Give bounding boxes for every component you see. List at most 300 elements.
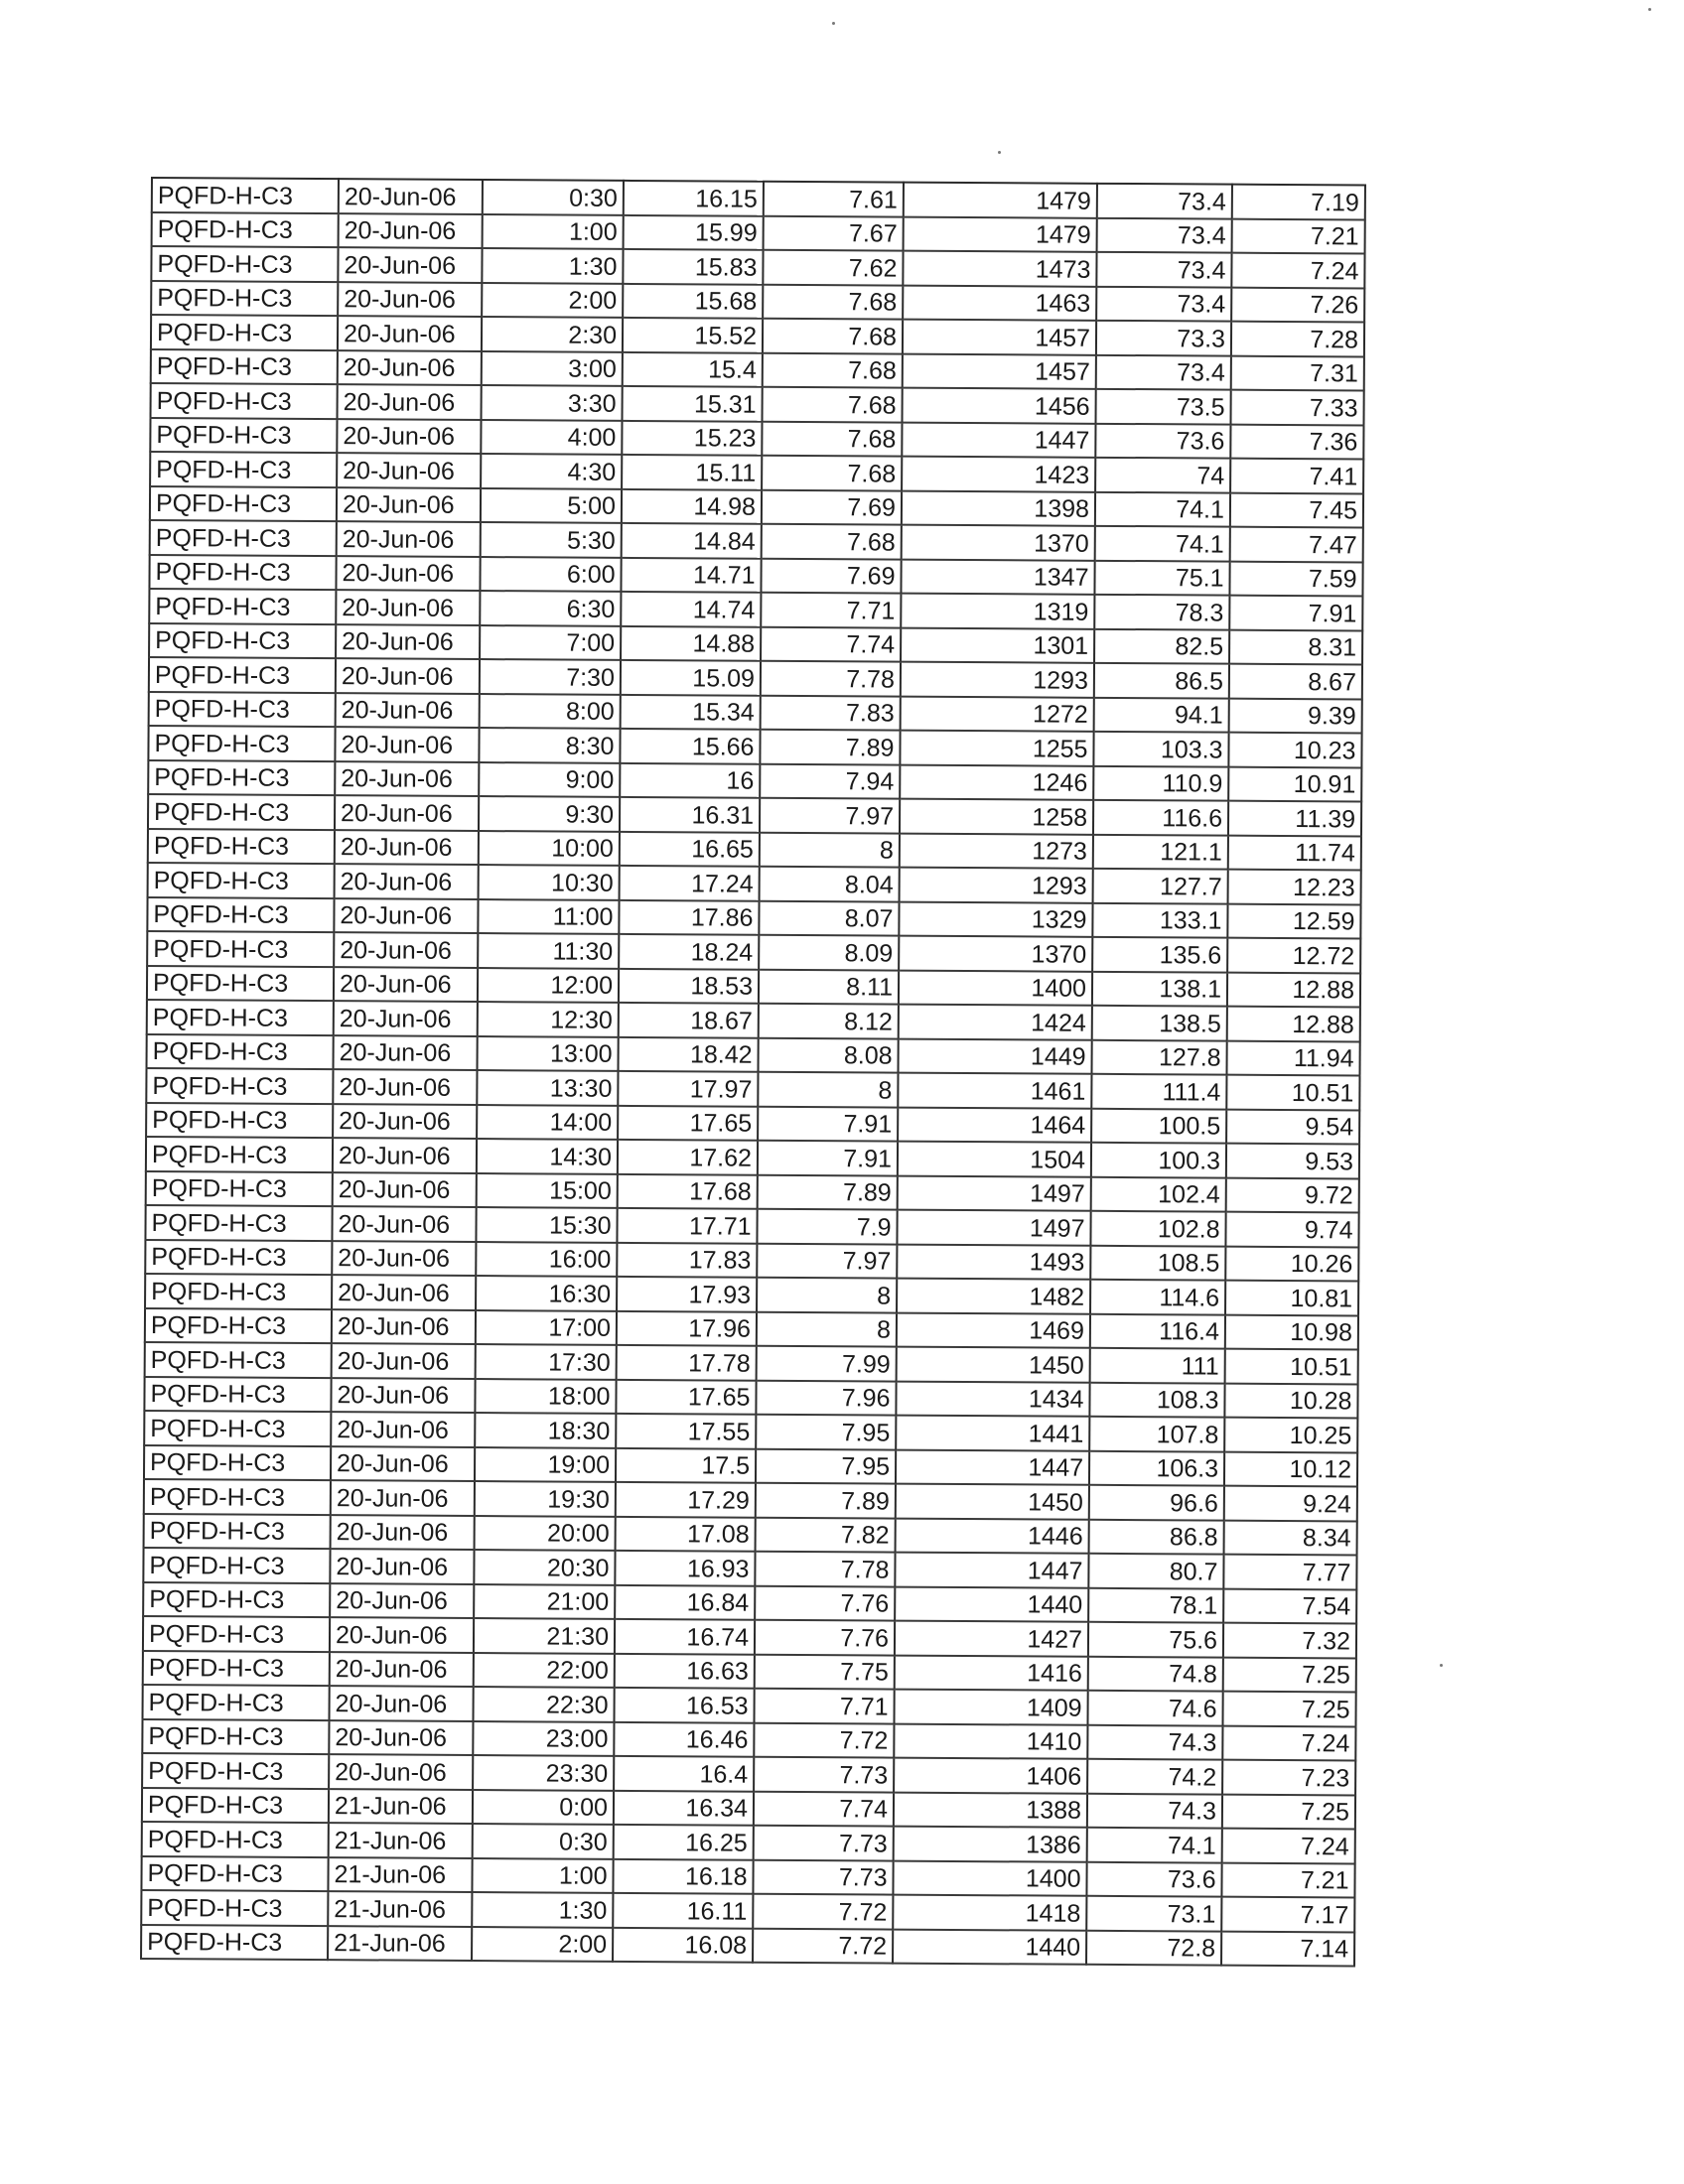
value-cell: 100.3 xyxy=(1091,1143,1226,1177)
site-cell: PQFD-H-C3 xyxy=(141,1855,328,1891)
site-cell: PQFD-H-C3 xyxy=(149,657,336,693)
time-cell: 23:00 xyxy=(473,1721,614,1756)
value-cell: 17.86 xyxy=(619,899,759,934)
value-cell: 1423 xyxy=(902,457,1095,492)
value-cell: 7.24 xyxy=(1222,1829,1355,1863)
value-cell: 116.4 xyxy=(1090,1313,1225,1348)
table-row xyxy=(141,1924,1354,1966)
value-cell: 73.4 xyxy=(1097,184,1232,218)
time-cell: 1:00 xyxy=(472,1858,613,1893)
date-cell: 20-Jun-06 xyxy=(332,1343,476,1378)
value-cell: 7.78 xyxy=(755,1552,895,1586)
value-cell: 1479 xyxy=(904,216,1097,252)
value-cell: 1461 xyxy=(898,1073,1091,1109)
time-cell: 0:00 xyxy=(473,1790,614,1825)
value-cell: 9.72 xyxy=(1226,1177,1359,1212)
value-cell: 1272 xyxy=(901,696,1094,732)
value-cell: 7.95 xyxy=(756,1448,896,1483)
time-cell: 0:30 xyxy=(473,1824,614,1858)
date-cell: 20-Jun-06 xyxy=(334,967,478,1002)
value-cell: 8.31 xyxy=(1229,629,1362,664)
value-cell: 10.26 xyxy=(1225,1246,1358,1281)
value-cell: 1504 xyxy=(898,1142,1091,1177)
time-cell: 8:00 xyxy=(480,694,621,729)
value-cell: 17.71 xyxy=(617,1208,757,1243)
value-cell: 7.36 xyxy=(1230,424,1363,459)
site-cell: PQFD-H-C3 xyxy=(144,1513,331,1549)
value-cell: 14.88 xyxy=(621,625,761,660)
value-cell: 1456 xyxy=(903,388,1096,424)
value-cell: 1398 xyxy=(902,490,1095,526)
value-cell: 1293 xyxy=(900,868,1093,903)
date-cell: 20-Jun-06 xyxy=(331,1515,475,1550)
value-cell: 121.1 xyxy=(1093,834,1228,869)
value-cell: 74.1 xyxy=(1095,526,1230,561)
value-cell: 1447 xyxy=(895,1553,1088,1588)
time-cell: 13:30 xyxy=(477,1070,618,1105)
value-cell: 7.61 xyxy=(764,182,904,216)
time-cell: 17:30 xyxy=(476,1344,617,1379)
scan-speck xyxy=(1440,1664,1443,1667)
time-cell: 11:30 xyxy=(478,933,619,968)
value-cell: 1482 xyxy=(897,1279,1090,1314)
value-cell: 7.54 xyxy=(1223,1588,1356,1623)
date-cell: 20-Jun-06 xyxy=(330,1652,474,1687)
value-cell: 17.65 xyxy=(616,1379,756,1414)
value-cell: 7.69 xyxy=(761,558,901,593)
date-cell: 20-Jun-06 xyxy=(336,556,480,591)
time-cell: 15:30 xyxy=(476,1207,617,1242)
value-cell: 73.1 xyxy=(1086,1896,1221,1931)
value-cell: 7.68 xyxy=(763,284,903,319)
site-cell: PQFD-H-C3 xyxy=(147,1000,334,1035)
date-cell: 21-Jun-06 xyxy=(329,1823,473,1857)
value-cell: 17.78 xyxy=(617,1345,757,1380)
value-cell: 106.3 xyxy=(1089,1450,1224,1485)
date-cell: 20-Jun-06 xyxy=(337,521,481,556)
date-cell: 21-Jun-06 xyxy=(328,1926,472,1961)
date-cell: 20-Jun-06 xyxy=(339,179,483,213)
date-cell: 20-Jun-06 xyxy=(338,316,482,350)
value-cell: 10.98 xyxy=(1225,1314,1358,1349)
value-cell: 14.71 xyxy=(621,557,761,592)
value-cell: 7.97 xyxy=(760,798,900,833)
site-cell: PQFD-H-C3 xyxy=(146,1170,333,1206)
date-cell: 20-Jun-06 xyxy=(330,1549,474,1583)
value-cell: 8 xyxy=(760,832,900,867)
scan-speck xyxy=(832,22,835,25)
value-cell: 74.1 xyxy=(1087,1828,1222,1862)
value-cell: 1301 xyxy=(901,627,1094,663)
value-cell: 7.68 xyxy=(763,387,903,422)
value-cell: 8.08 xyxy=(759,1037,899,1072)
value-cell: 78.3 xyxy=(1094,595,1229,629)
date-cell: 20-Jun-06 xyxy=(332,1309,476,1344)
value-cell: 9.54 xyxy=(1226,1109,1359,1144)
value-cell: 1410 xyxy=(894,1723,1087,1759)
value-cell: 74.6 xyxy=(1087,1691,1222,1725)
time-cell: 1:30 xyxy=(472,1892,613,1927)
date-cell: 20-Jun-06 xyxy=(331,1412,475,1446)
value-cell: 1479 xyxy=(904,183,1097,218)
value-cell: 15.66 xyxy=(620,729,760,763)
value-cell: 8.34 xyxy=(1224,1520,1357,1555)
value-cell: 86.8 xyxy=(1089,1519,1224,1554)
date-cell: 20-Jun-06 xyxy=(333,1172,477,1207)
value-cell: 1457 xyxy=(903,353,1096,389)
value-cell: 1440 xyxy=(895,1586,1088,1622)
date-cell: 20-Jun-06 xyxy=(334,1001,478,1035)
site-cell: PQFD-H-C3 xyxy=(143,1548,330,1583)
value-cell: 1447 xyxy=(896,1449,1089,1485)
time-cell: 23:30 xyxy=(473,1755,614,1790)
value-cell: 16.25 xyxy=(614,1825,754,1859)
value-cell: 7.73 xyxy=(754,1826,894,1860)
value-cell: 18.53 xyxy=(619,968,759,1003)
time-cell: 16:30 xyxy=(476,1276,617,1310)
value-cell: 8.09 xyxy=(759,935,899,970)
value-cell: 17.5 xyxy=(616,1447,756,1482)
value-cell: 10.23 xyxy=(1228,733,1361,767)
value-cell: 1424 xyxy=(899,1005,1092,1040)
time-cell: 10:00 xyxy=(479,831,620,866)
site-cell: PQFD-H-C3 xyxy=(142,1822,329,1857)
value-cell: 16.34 xyxy=(614,1790,754,1825)
site-cell: PQFD-H-C3 xyxy=(145,1205,332,1241)
value-cell: 7.69 xyxy=(762,489,902,524)
value-cell: 1386 xyxy=(894,1827,1087,1862)
time-cell: 11:00 xyxy=(478,899,619,934)
value-cell: 7.71 xyxy=(761,593,901,627)
value-cell: 12.59 xyxy=(1227,903,1360,938)
value-cell: 102.8 xyxy=(1090,1211,1225,1246)
value-cell: 1469 xyxy=(897,1312,1090,1348)
site-cell: PQFD-H-C3 xyxy=(142,1753,329,1789)
site-cell: PQFD-H-C3 xyxy=(144,1376,331,1412)
site-cell: PQFD-H-C3 xyxy=(150,418,337,454)
time-cell: 3:00 xyxy=(482,351,623,386)
value-cell: 16.63 xyxy=(615,1653,755,1688)
value-cell: 7.62 xyxy=(763,250,903,285)
value-cell: 7.68 xyxy=(762,421,902,456)
value-cell: 10.51 xyxy=(1226,1075,1359,1110)
date-cell: 20-Jun-06 xyxy=(331,1378,475,1413)
value-cell: 75.6 xyxy=(1088,1622,1223,1657)
time-cell: 18:00 xyxy=(475,1379,616,1414)
value-cell: 7.73 xyxy=(754,1757,894,1792)
value-cell: 10.25 xyxy=(1224,1418,1357,1452)
value-cell: 127.7 xyxy=(1093,869,1228,903)
date-cell: 20-Jun-06 xyxy=(330,1583,474,1618)
scan-speck xyxy=(1648,8,1651,11)
value-cell: 7.24 xyxy=(1222,1725,1355,1760)
value-cell: 114.6 xyxy=(1090,1280,1225,1314)
value-cell: 1497 xyxy=(898,1175,1091,1211)
site-cell: PQFD-H-C3 xyxy=(148,863,335,898)
time-cell: 12:30 xyxy=(478,1002,619,1036)
time-cell: 13:00 xyxy=(478,1036,619,1071)
value-cell: 73.5 xyxy=(1096,389,1231,424)
value-cell: 7.47 xyxy=(1230,527,1363,562)
value-cell: 1473 xyxy=(903,251,1096,287)
time-cell: 4:00 xyxy=(481,420,622,455)
site-cell: PQFD-H-C3 xyxy=(146,1137,333,1172)
value-cell: 16.53 xyxy=(615,1688,755,1722)
site-cell: PQFD-H-C3 xyxy=(152,212,339,248)
value-cell: 111.4 xyxy=(1091,1074,1226,1109)
value-cell: 7.25 xyxy=(1222,1692,1355,1726)
date-cell: 20-Jun-06 xyxy=(335,830,479,865)
date-cell: 20-Jun-06 xyxy=(338,282,482,317)
value-cell: 9.39 xyxy=(1229,698,1362,733)
time-cell: 20:00 xyxy=(475,1516,616,1551)
value-cell: 12.88 xyxy=(1227,1007,1360,1041)
value-cell: 7.82 xyxy=(756,1517,896,1552)
site-cell: PQFD-H-C3 xyxy=(143,1581,330,1617)
site-cell: PQFD-H-C3 xyxy=(146,1068,333,1104)
time-cell: 19:00 xyxy=(475,1447,616,1482)
value-cell: 7.32 xyxy=(1223,1623,1356,1658)
value-cell: 14.98 xyxy=(622,488,762,523)
value-cell: 1409 xyxy=(894,1690,1087,1725)
date-cell: 20-Jun-06 xyxy=(335,864,479,898)
value-cell: 103.3 xyxy=(1093,732,1228,766)
value-cell: 15.09 xyxy=(621,660,761,695)
date-cell: 20-Jun-06 xyxy=(334,932,478,967)
value-cell: 7.76 xyxy=(755,1585,895,1620)
value-cell: 7.89 xyxy=(758,1174,898,1209)
value-cell: 102.4 xyxy=(1091,1176,1226,1211)
value-cell: 1441 xyxy=(896,1416,1089,1451)
date-cell: 20-Jun-06 xyxy=(334,1035,478,1070)
value-cell: 15.52 xyxy=(623,318,763,352)
value-cell: 7.94 xyxy=(760,763,900,798)
value-cell: 72.8 xyxy=(1086,1930,1221,1965)
value-cell: 100.5 xyxy=(1091,1108,1226,1143)
value-cell: 10.12 xyxy=(1224,1451,1357,1486)
value-cell: 10.51 xyxy=(1225,1349,1358,1384)
value-cell: 7.72 xyxy=(753,1894,893,1929)
value-cell: 7.91 xyxy=(758,1141,898,1175)
value-cell: 1416 xyxy=(895,1655,1088,1691)
value-cell: 7.25 xyxy=(1222,1794,1355,1829)
time-cell: 9:00 xyxy=(479,762,620,797)
site-cell: PQFD-H-C3 xyxy=(142,1718,329,1754)
value-cell: 80.7 xyxy=(1088,1554,1223,1588)
value-cell: 15.68 xyxy=(623,283,763,318)
site-cell: PQFD-H-C3 xyxy=(144,1444,331,1480)
value-cell: 82.5 xyxy=(1094,628,1229,663)
value-cell: 1457 xyxy=(903,320,1096,355)
value-cell: 9.74 xyxy=(1225,1212,1358,1247)
value-cell: 1400 xyxy=(893,1860,1086,1896)
value-cell: 17.29 xyxy=(616,1482,756,1517)
value-cell: 1449 xyxy=(899,1038,1092,1074)
value-cell: 1370 xyxy=(902,525,1095,561)
date-cell: 21-Jun-06 xyxy=(328,1891,472,1926)
value-cell: 9.53 xyxy=(1226,1144,1359,1178)
value-cell: 7.75 xyxy=(755,1654,895,1689)
date-cell: 21-Jun-06 xyxy=(329,1789,473,1824)
value-cell: 7.91 xyxy=(758,1106,898,1141)
value-cell: 7.21 xyxy=(1232,218,1365,253)
time-cell: 6:30 xyxy=(480,591,621,625)
site-cell: PQFD-H-C3 xyxy=(148,794,335,830)
date-cell: 21-Jun-06 xyxy=(328,1857,472,1892)
time-cell: 18:30 xyxy=(475,1413,616,1447)
time-cell: 19:30 xyxy=(475,1481,616,1516)
date-cell: 20-Jun-06 xyxy=(338,384,482,419)
value-cell: 7.23 xyxy=(1222,1760,1355,1795)
value-cell: 16 xyxy=(620,762,760,797)
site-cell: PQFD-H-C3 xyxy=(147,896,334,932)
date-cell: 20-Jun-06 xyxy=(339,213,483,248)
date-cell: 20-Jun-06 xyxy=(335,727,479,761)
value-cell: 9.24 xyxy=(1224,1486,1357,1521)
value-cell: 17.62 xyxy=(618,1140,758,1174)
table-body xyxy=(141,178,1365,1966)
value-cell: 7.68 xyxy=(763,319,903,353)
value-cell: 1319 xyxy=(901,594,1094,629)
value-cell: 1370 xyxy=(899,936,1092,972)
site-cell: PQFD-H-C3 xyxy=(143,1685,330,1720)
site-cell: PQFD-H-C3 xyxy=(150,452,337,487)
value-cell: 8 xyxy=(757,1278,897,1312)
value-cell: 8 xyxy=(757,1311,897,1346)
value-cell: 7.68 xyxy=(762,524,902,559)
site-cell: PQFD-H-C3 xyxy=(147,965,334,1001)
value-cell: 8 xyxy=(758,1072,898,1107)
value-cell: 116.6 xyxy=(1093,800,1228,835)
time-cell: 2:00 xyxy=(482,283,623,318)
value-cell: 18.42 xyxy=(619,1036,759,1071)
value-cell: 15.31 xyxy=(623,386,763,421)
value-cell: 7.68 xyxy=(762,456,902,490)
site-cell: PQFD-H-C3 xyxy=(148,759,335,795)
value-cell: 78.1 xyxy=(1088,1587,1223,1622)
value-cell: 73.6 xyxy=(1095,423,1230,458)
value-cell: 73.4 xyxy=(1096,286,1231,321)
value-cell: 8.04 xyxy=(760,867,900,901)
value-cell: 8.67 xyxy=(1229,664,1362,699)
date-cell: 20-Jun-06 xyxy=(331,1446,475,1481)
time-cell: 2:30 xyxy=(482,317,623,351)
value-cell: 1406 xyxy=(894,1758,1087,1794)
time-cell: 3:30 xyxy=(482,385,623,420)
value-cell: 108.3 xyxy=(1089,1382,1224,1417)
value-cell: 8.11 xyxy=(759,969,899,1004)
site-cell: PQFD-H-C3 xyxy=(147,931,334,967)
time-cell: 5:30 xyxy=(481,522,622,557)
value-cell: 1255 xyxy=(900,731,1093,766)
value-cell: 73.4 xyxy=(1097,217,1232,252)
date-cell: 20-Jun-06 xyxy=(330,1617,474,1652)
date-cell: 20-Jun-06 xyxy=(335,795,479,830)
value-cell: 7.41 xyxy=(1230,459,1363,493)
value-cell: 7.89 xyxy=(760,730,900,764)
value-cell: 16.31 xyxy=(620,797,760,832)
value-cell: 16.18 xyxy=(613,1858,753,1893)
time-cell: 2:00 xyxy=(472,1927,613,1962)
time-cell: 4:30 xyxy=(481,454,622,488)
time-cell: 21:30 xyxy=(474,1618,615,1653)
value-cell: 17.24 xyxy=(620,866,760,900)
value-cell: 1464 xyxy=(898,1107,1091,1143)
value-cell: 17.55 xyxy=(616,1414,756,1448)
site-cell: PQFD-H-C3 xyxy=(146,1102,333,1138)
value-cell: 10.91 xyxy=(1228,766,1361,801)
time-cell: 1:00 xyxy=(483,214,624,249)
value-cell: 7.33 xyxy=(1230,390,1363,425)
value-cell: 16.74 xyxy=(615,1619,755,1654)
value-cell: 16.11 xyxy=(613,1893,753,1928)
value-cell: 7.59 xyxy=(1229,561,1362,596)
value-cell: 110.9 xyxy=(1093,765,1228,800)
time-cell: 14:00 xyxy=(477,1105,618,1140)
value-cell: 138.1 xyxy=(1092,971,1227,1006)
value-cell: 17.08 xyxy=(616,1516,756,1551)
value-cell: 7.25 xyxy=(1223,1657,1356,1692)
value-cell: 74.2 xyxy=(1087,1759,1222,1794)
time-cell: 22:00 xyxy=(474,1653,615,1688)
value-cell: 16.15 xyxy=(624,181,764,215)
value-cell: 1246 xyxy=(900,764,1093,800)
date-cell: 20-Jun-06 xyxy=(337,487,481,522)
value-cell: 74.1 xyxy=(1095,491,1230,526)
value-cell: 73.6 xyxy=(1086,1861,1221,1896)
date-cell: 20-Jun-06 xyxy=(336,624,480,659)
value-cell: 73.4 xyxy=(1096,252,1231,287)
value-cell: 1329 xyxy=(899,901,1092,937)
value-cell: 1427 xyxy=(895,1621,1088,1657)
value-cell: 7.68 xyxy=(763,352,903,387)
value-cell: 7.78 xyxy=(761,661,901,696)
value-cell: 15.83 xyxy=(623,249,763,284)
value-cell: 18.67 xyxy=(619,1003,759,1037)
value-cell: 86.5 xyxy=(1094,663,1229,698)
value-cell: 14.74 xyxy=(621,592,761,626)
value-cell: 73.3 xyxy=(1096,321,1231,355)
value-cell: 15.99 xyxy=(624,214,764,249)
time-cell: 8:30 xyxy=(479,728,620,762)
value-cell: 1273 xyxy=(900,833,1093,869)
site-cell: PQFD-H-C3 xyxy=(151,246,338,282)
value-cell: 8.12 xyxy=(759,1004,899,1038)
value-cell: 1447 xyxy=(902,422,1095,458)
value-cell: 74.3 xyxy=(1087,1793,1222,1828)
value-cell: 7.74 xyxy=(761,626,901,661)
site-cell: PQFD-H-C3 xyxy=(151,315,338,350)
site-cell: PQFD-H-C3 xyxy=(150,486,337,522)
value-cell: 7.74 xyxy=(754,1791,894,1826)
value-cell: 17.97 xyxy=(618,1071,758,1106)
value-cell: 7.14 xyxy=(1221,1931,1354,1966)
value-cell: 18.24 xyxy=(619,934,759,969)
value-cell: 1418 xyxy=(893,1895,1086,1931)
value-cell: 7.96 xyxy=(756,1380,896,1415)
value-cell: 7.91 xyxy=(1229,596,1362,630)
value-cell: 7.83 xyxy=(761,695,901,730)
value-cell: 1258 xyxy=(900,799,1093,835)
value-cell: 1450 xyxy=(897,1347,1090,1383)
value-cell: 107.8 xyxy=(1089,1417,1224,1451)
date-cell: 20-Jun-06 xyxy=(334,898,478,933)
value-cell: 1446 xyxy=(896,1518,1089,1554)
value-cell: 1463 xyxy=(903,285,1096,321)
time-cell: 5:00 xyxy=(481,488,622,523)
value-cell: 1400 xyxy=(899,970,1092,1006)
value-cell: 135.6 xyxy=(1092,937,1227,972)
